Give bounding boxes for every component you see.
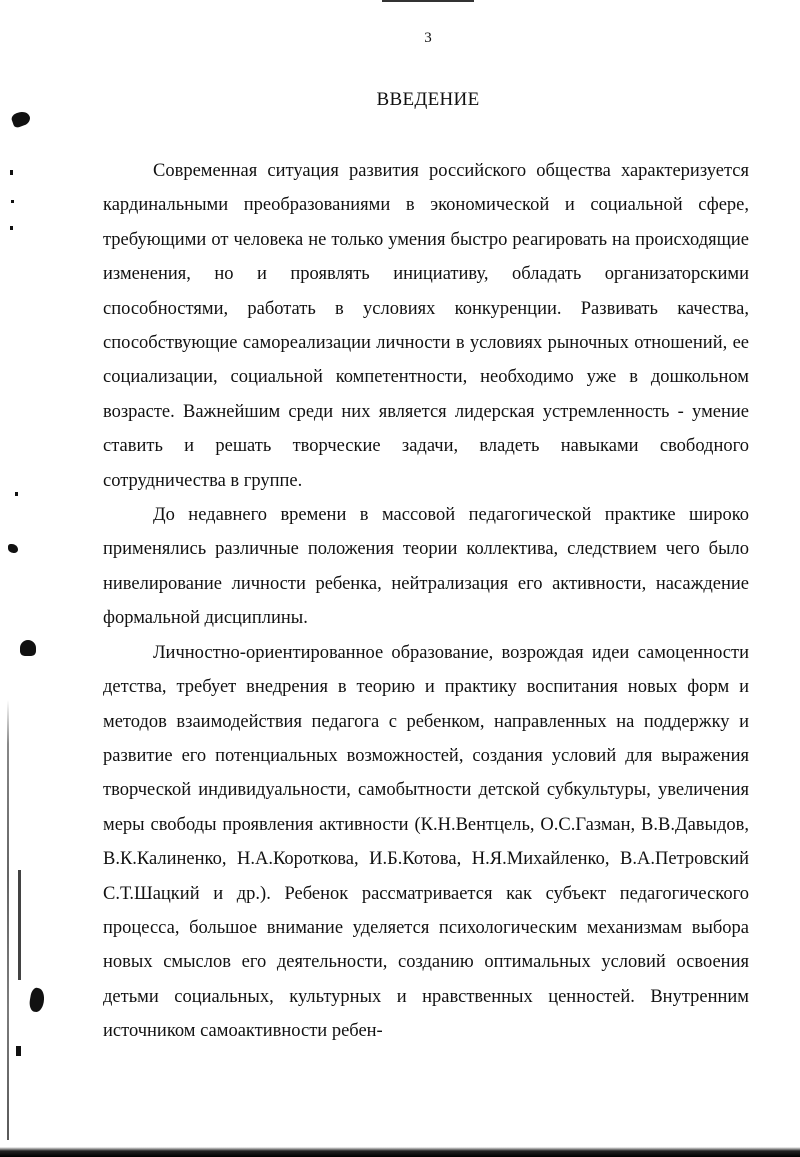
paragraph-2: До недавнего времени в массовой педагогической практике широко применялись различные положения теории коллектива, следствием чего было нивелирование личности ребенка, нейтрализация его активности, насаждение формальной дисциплины.	[103, 505, 749, 629]
scan-margin-line	[7, 700, 9, 1140]
body-text	[103, 154, 749, 1049]
scan-dot-4	[15, 492, 18, 496]
scan-dot-3	[10, 226, 13, 230]
scan-blot-3	[20, 640, 36, 656]
scan-dot-2	[11, 200, 14, 203]
section-heading: ВВЕДЕНИЕ	[376, 89, 480, 110]
scan-bottom-edge	[0, 1147, 800, 1157]
page-number: 3	[424, 30, 432, 46]
scan-dot-1	[10, 170, 13, 175]
scan-blot-5	[16, 1046, 21, 1056]
scan-blot-1	[10, 109, 32, 128]
paragraph-1: Современная ситуация развития российского общества характеризуется кардинальными преобразованиями в экономической и социальной сфере, требующими от человека не только умения быстро реагировать на происходящие изменения, но и проявлять инициативу, обладать организаторскими способностями, работать в условиях конкуренции. Развивать качества, способствующие самореализации личности в условиях рыночных отношений, ее социализации, социальной компетентности, необходимо уже в дошкольном возрасте. Важнейшим среди них является лидерская устремленность - умение ставить и решать творческие задачи, владеть навыками свободного сотрудничества в группе.	[103, 161, 749, 491]
scan-blot-4	[28, 987, 46, 1013]
top-edge-rule	[382, 0, 474, 2]
scan-margin-line-2	[18, 870, 21, 980]
paragraph-3: Личностно-ориентированное образование, возрождая идеи самоценности детства, требует внедрения в теорию и практику воспитания новых форм и методов взаимодействия педагога с ребенком, направленных на поддержку и развитие его потенциальных возможностей, создания условий для выражения творческой индивидуальности, самобытности детской субкультуры, увеличения меры свободы проявления активности (К.Н.Вентцель, О.С.Газман, В.В.Давыдов, В.К.Калиненко, Н.А.Короткова, И.Б.Котова, Н.Я.Михайленко, В.А.Петровский С.Т.Шацкий и др.). Ребенок рассматривается как субъект педагогического процесса, большое внимание уделяется психологическим механизмам выбора новых смыслов его деятельности, созданию оптимальных условий освоения детьми социальных, культурных и нравственных ценностей. Внутренним источником самоактивности ребен-	[103, 642, 749, 1042]
scan-blot-2	[8, 544, 18, 553]
